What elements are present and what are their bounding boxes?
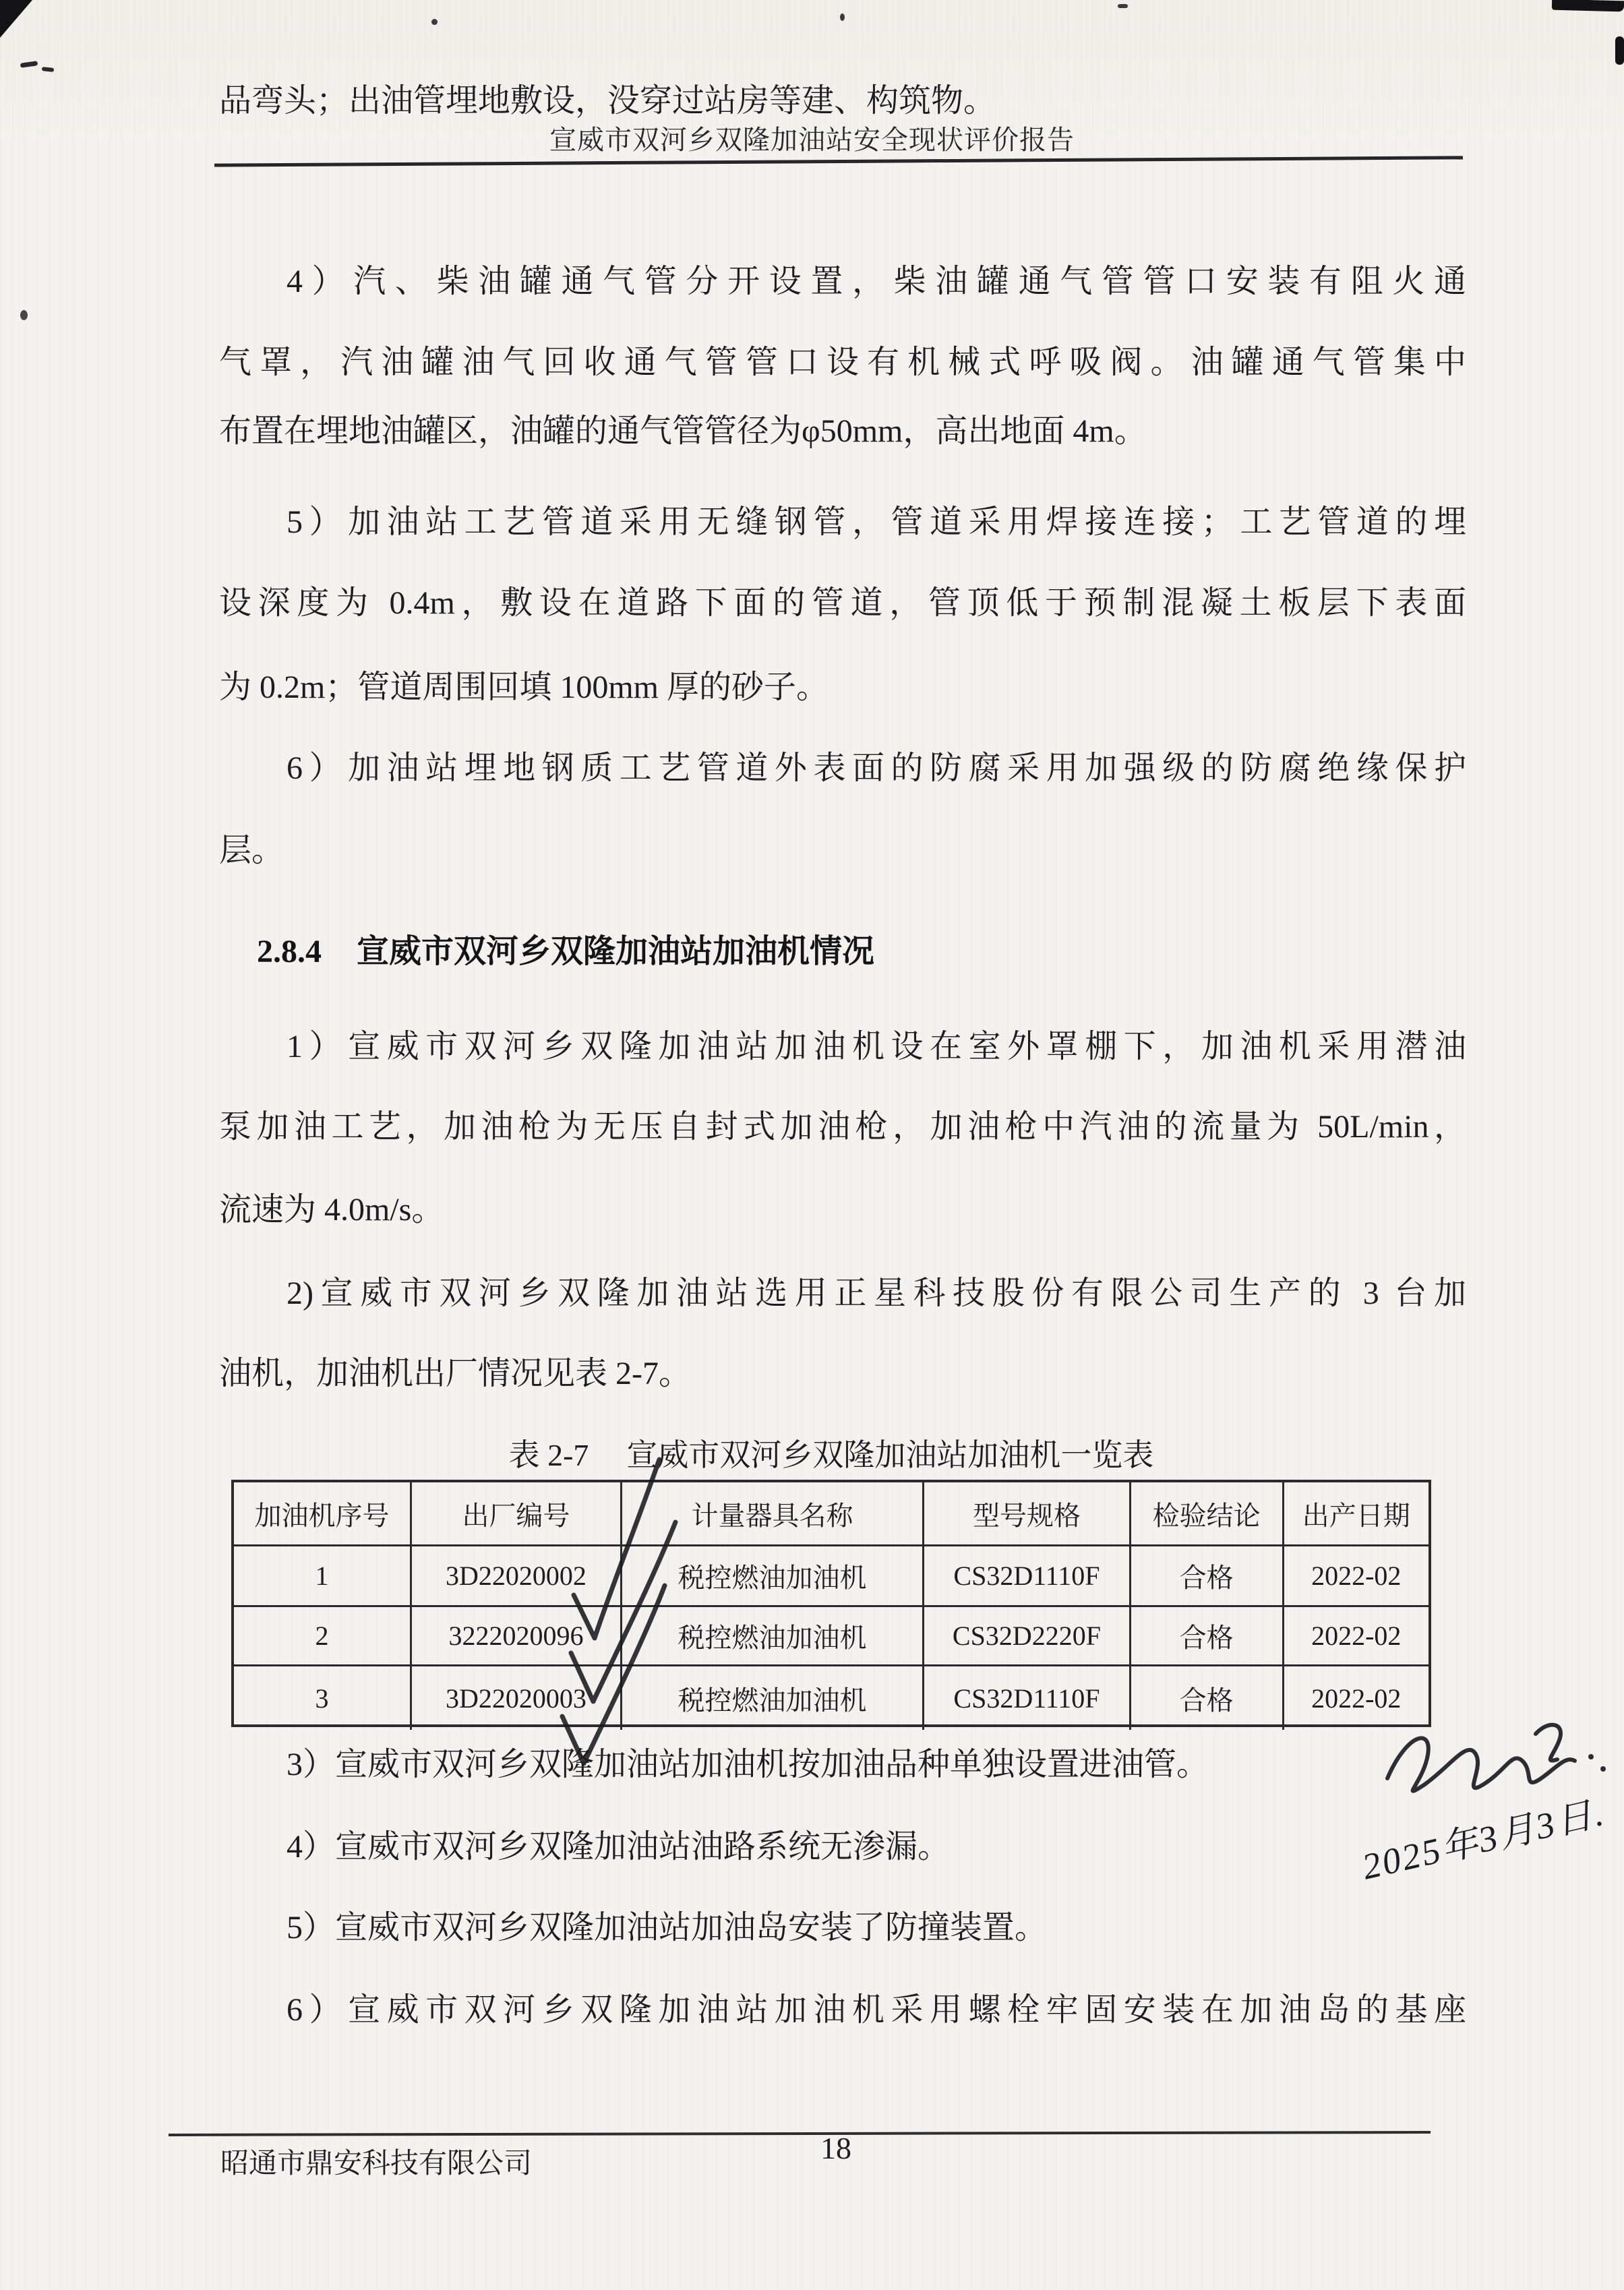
table-cell: 3D22020003 xyxy=(412,1666,622,1730)
table-cell: 合格 xyxy=(1131,1607,1284,1666)
scan-artifact-corner xyxy=(0,0,32,38)
table-cell: 合格 xyxy=(1131,1546,1284,1607)
body-line: 6）宣威市双河乡双隆加油站加油机采用螺栓牢固安装在加油岛的基座 xyxy=(287,1992,1466,2028)
scan-artifact xyxy=(1118,4,1128,8)
section-title: 宣威市双河乡双隆加油站加油机情况 xyxy=(357,934,875,969)
table-cell: CS32D1110F xyxy=(924,1666,1131,1730)
handwritten-date: 2025年3月3日. xyxy=(1358,1792,1609,1888)
table-cell: 2022-02 xyxy=(1284,1546,1428,1607)
body-line: 2)宣威市双河乡双隆加油站选用正星科技股份有限公司生产的 3 台加 xyxy=(287,1275,1466,1311)
body-line: 5）宣威市双河乡双隆加油站加油岛安装了防撞装置。 xyxy=(287,1910,1048,1946)
fuel-dispenser-table xyxy=(231,1480,1431,1727)
table-cell: 2 xyxy=(234,1607,412,1666)
scan-artifact xyxy=(1615,36,1624,65)
page-number: 18 xyxy=(820,2131,851,2165)
table-header-cell: 计量器具名称 xyxy=(622,1482,924,1546)
body-line: 5）加油站工艺管道采用无缝钢管，管道采用焊接连接；工艺管道的埋 xyxy=(287,504,1466,540)
header-rule xyxy=(214,156,1463,167)
scan-artifact xyxy=(20,61,38,68)
body-line: 为 0.2m；管道周围回填 100mm 厚的砂子。 xyxy=(219,669,829,705)
body-line: 设深度为 0.4m，敷设在道路下面的管道，管顶低于预制混凝土板层下表面 xyxy=(219,585,1466,621)
table-caption xyxy=(231,1434,1431,1477)
body-line: 层。 xyxy=(219,833,284,868)
scan-artifact-corner xyxy=(1552,0,1624,11)
body-line: 1）宣威市双河乡双隆加油站加油机设在室外罩棚下，加油机采用潜油 xyxy=(287,1029,1466,1064)
body-line: 品弯头；出油管埋地敷设，没穿过站房等建、构筑物。 xyxy=(219,83,996,119)
body-line: 流速为 4.0m/s。 xyxy=(219,1192,444,1228)
table-cell: 税控燃油加油机 xyxy=(622,1666,924,1730)
table-header-cell: 出厂编号 xyxy=(412,1482,622,1546)
body-line: 4）宣威市双河乡双隆加油站油路系统无渗漏。 xyxy=(287,1829,951,1865)
body-line: 布置在埋地油罐区，油罐的通气管管径为φ50mm，高出地面 4m。 xyxy=(219,413,1147,449)
body-line: 6）加油站埋地钢质工艺管道外表面的防腐采用加强级的防腐绝缘保护 xyxy=(287,750,1466,786)
table-cell: 3D22020002 xyxy=(412,1546,622,1607)
table-cell: 1 xyxy=(234,1546,412,1607)
table-cell: 税控燃油加油机 xyxy=(622,1546,924,1607)
scan-artifact xyxy=(20,310,28,320)
table-caption-title: 宣威市双河乡双隆加油站加油机一览表 xyxy=(626,1438,1154,1472)
body-line: 油机，加油机出厂情况见表 2-7。 xyxy=(219,1356,691,1391)
body-line: 泵加油工艺，加油枪为无压自封式加油枪，加油枪中汽油的流量为 50L/min， xyxy=(219,1109,1466,1145)
table-cell: 2022-02 xyxy=(1311,1683,1402,1714)
footer-company: 昭通市鼎安科技有限公司 xyxy=(220,2148,533,2179)
table-cell: 2022-02 xyxy=(1284,1607,1428,1666)
scan-artifact xyxy=(840,13,845,21)
table-cell: CS32D1110F xyxy=(924,1546,1131,1607)
table-cell: 税控燃油加油机 xyxy=(622,1607,924,1666)
table-cell: 3222020096 xyxy=(412,1607,622,1666)
page-header-title: 宣威市双河乡双隆加油站安全现状评价报告 xyxy=(549,125,1075,155)
section-heading xyxy=(219,928,1466,976)
section-number: 2.8.4 xyxy=(257,934,322,969)
table-cell: CS32D2220F xyxy=(924,1607,1131,1666)
table-header-cell: 加油机序号 xyxy=(234,1482,412,1546)
scan-artifact xyxy=(42,67,55,72)
body-line: 3）宣威市双河乡双隆加油站加油机按加油品种单独设置进油管。 xyxy=(287,1747,1209,1782)
body-line: 4）汽、柴油罐通气管分开设置，柴油罐通气管管口安装有阻火通 xyxy=(287,264,1466,299)
table-header-cell: 检验结论 xyxy=(1131,1482,1284,1546)
body-line: 气罩，汽油罐油气回收通气管管口设有机械式呼吸阀。油罐通气管集中 xyxy=(219,344,1466,380)
table-cell: 合格 xyxy=(1131,1666,1284,1730)
table-caption-label: 表 2-7 xyxy=(508,1438,589,1472)
table-header-cell: 型号规格 xyxy=(924,1482,1131,1546)
scan-artifact xyxy=(431,19,438,25)
table-cell: 3 xyxy=(234,1666,412,1730)
table-header-cell: 出产日期 xyxy=(1284,1482,1428,1546)
